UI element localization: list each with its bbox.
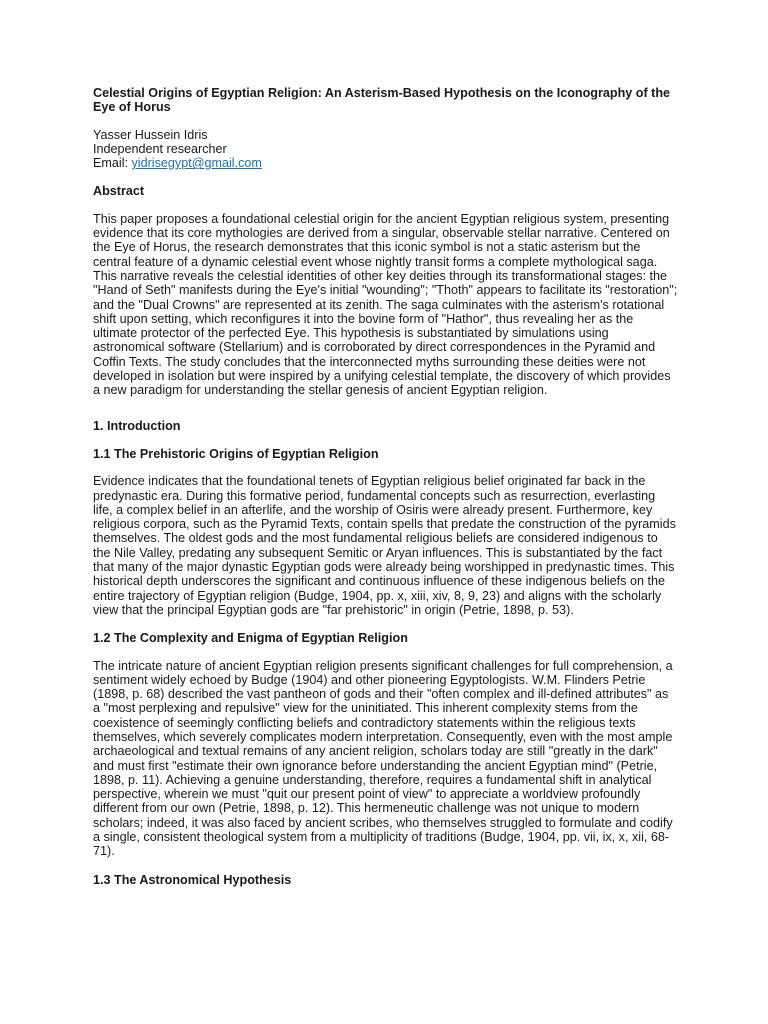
section-heading-1-3: 1.3 The Astronomical Hypothesis [93,872,292,887]
section-heading-introduction: 1. Introduction [93,418,181,433]
author-block [93,128,678,171]
document-page [93,86,678,900]
abstract-heading: Abstract [93,184,145,199]
author-affiliation: Independent researcher [93,141,227,156]
email-label: Email: [93,156,132,171]
paper-title: Celestial Origins of Egyptian Religion: An Asterism-Based Hypothesis on the Iconography of the Eye of Horus [93,86,671,115]
section-1-2-text: The intricate nature of ancient Egyptian religion presents significant challenges for full comprehension, a sentiment widely echoed by Budge (1904) and other pioneering Egyptologists. W.M. Flinders Petrie (1898, p. 68) described the vast pantheon of gods and their "often complex and ill-defined attributes" as a "most perplexing and repulsive" view for the uninitiated. This inherent complexity stems from the coexistence of seemingly conflicting beliefs and contradictory statements within the religious texts themselves, which severely complicates modern interpretation. Consequently, even with the most ample archaeological and textual remains of any ancient religion, scholars today are still "greatly in the dark" and must first "estimate their own ignorance before understanding the ancient Egyptian mind" (Petrie, 1898, p. 11). Achieving a genuine understanding, therefore, requires a fundamental shift in analytical perspective, wherein we must "quit our present point of view" to appreciate a worldview profoundly different from our own (Petrie, 1898, p. 12). This hermeneutic challenge was not unique to modern scholars; indeed, it was also faced by ancient scribes, who themselves struggled to formulate and codify a single, consistent theological system from a multiplicity of traditions (Budge, 1904, pp. vii, ix, x, xii, 68-71). [93,658,673,859]
author-email-line [93,156,678,170]
section-1-1-text: Evidence indicates that the foundational tenets of Egyptian religious belief originated far back in the predynastic era. During this formative period, fundamental concepts such as resurrection, everlasting life, a complex belief in an afterlife, and the worship of Osiris were already present. Furthermore, key religious corpora, such as the Pyramid Texts, contain spells that predate the construction of the pyramids themselves. The oldest gods and the most fundamental religious beliefs are considered indigenous to the Nile Valley, predating any subsequent Semitic or Aryan influences. This is substantiated by the fact that many of the major dynastic Egyptian gods were already being worshipped in predynastic times. This historical depth underscores the significant and continuous influence of these indigenous beliefs on the entire trajectory of Egyptian religion (Budge, 1904, pp. x, xiii, xiv, 8, 9, 23) and aligns with the scholarly view that the principal Egyptian gods are "far prehistoric" in origin (Petrie, 1898, p. 53). [93,474,676,617]
section-heading-1-1: 1.1 The Prehistoric Origins of Egyptian Religion [93,446,379,461]
abstract-text: This paper proposes a foundational celestial origin for the ancient Egyptian religious system, presenting evidence that its core mythologies are derived from a singular, observable stellar narrative. Centered on the Eye of Horus, the research demonstrates that this iconic symbol is not a static asterism but the central feature of a dynamic celestial event whose nightly transit forms a complete mythological saga. This narrative reveals the celestial identities of other key deities through its transformational stages: the "Hand of Seth" manifests during the Eye's initial "wounding"; "Thoth" appears to facilitate its "restoration"; and the "Dual Crowns" are represented at its zenith. The saga culminates with the asterism's rotational shift upon setting, which reconfigures it into the bovine form of "Hathor", thus revealing her as the ultimate protector of the perfected Eye. This hypothesis is substantiated by simulations using astronomical software (Stellarium) and is corroborated by direct correspondences in the Pyramid and Coffin Texts. The study concludes that the interconnected myths surrounding these deities were not developed in isolation but were inspired by a unifying celestial template, the discovery of which provides a new paradigm for understanding the stellar genesis of ancient Egyptian religion. [93,211,678,398]
author-name: Yasser Hussein Idris [93,127,208,142]
email-link[interactable]: yidrisegypt@gmail.com [131,156,262,171]
section-heading-1-2: 1.2 The Complexity and Enigma of Egyptian Religion [93,631,408,646]
